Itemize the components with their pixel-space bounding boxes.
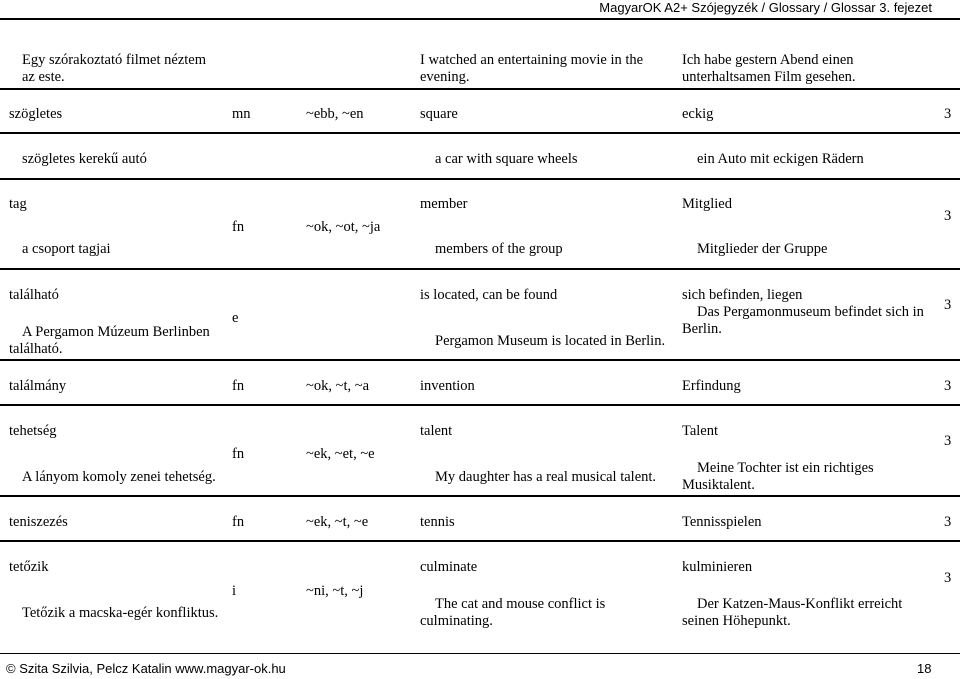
example-de: Der Katzen-Maus-Konflikt erreicht seinen Höhepunkt. [682,596,903,629]
forms-cell: ~ok, ~ot, ~ja [306,219,381,235]
example-de: ein Auto mit eckigen Rädern [697,151,864,167]
word-cell: tag [9,196,27,212]
example-en: members of the group [435,241,563,257]
word-cell: tetőzik [9,559,49,575]
en-cell: member [420,196,468,212]
de-cell: Tennisspielen [682,514,762,530]
page-header [0,0,960,20]
example-de: Das Pergamonmuseum befindet sich in Berlin. [682,304,924,337]
de-cell: Talent [682,423,719,439]
row-divider [0,359,960,361]
en-cell: square [420,106,458,122]
forms-cell: ~ek, ~et, ~e [306,446,375,462]
pos-cell: fn [232,514,245,530]
example-de: Ich habe gestern Abend einen unterhaltsamen Film gesehen. [682,52,856,85]
row-divider [0,132,960,134]
chapter-cell: 3 [944,378,952,394]
row-divider [0,495,960,497]
page-number: 18 [917,661,932,676]
example-hu: szögletes kerekű autó [22,151,147,167]
row-divider [0,404,960,406]
de-cell: Mitglied [682,196,732,212]
pos-cell: e [232,310,239,326]
row-divider [0,88,960,90]
chapter-cell: 3 [944,433,952,449]
en-cell: talent [420,423,453,439]
word-cell: teniszezés [9,514,68,530]
en-cell: is located, can be found [420,287,558,303]
example-hu: Egy szórakoztató filmet néztem az este. [22,52,206,85]
de-cell: kulminieren [682,559,753,575]
forms-cell: ~ni, ~t, ~j [306,583,364,599]
example-en: I watched an entertaining movie in the evening. [420,52,644,85]
chapter-cell: 3 [944,106,952,122]
row-divider [0,178,960,180]
row-divider [0,268,960,270]
en-cell: tennis [420,514,455,530]
example-de: Meine Tochter ist ein richtiges Musiktalent. [682,460,874,493]
chapter-cell: 3 [944,208,952,224]
en-cell: culminate [420,559,478,575]
word-cell: található [9,287,59,303]
footer-credit: © Szita Szilvia, Pelcz Katalin www.magyar-ok.hu [6,661,286,676]
header-divider [0,18,960,20]
word-cell: tehetség [9,423,57,439]
pos-cell: fn [232,378,245,394]
example-en: Pergamon Museum is located in Berlin. [435,333,666,349]
de-cell: sich befinden, liegen [682,287,803,303]
de-cell: Erfindung [682,378,741,394]
example-hu: Tetőzik a macska-egér konfliktus. [22,605,219,621]
chapter-cell: 3 [944,570,952,586]
word-cell: találmány [9,378,67,394]
pos-cell: i [232,583,237,599]
de-cell: eckig [682,106,714,122]
pos-cell: fn [232,446,245,462]
example-hu: A Pergamon Múzeum Berlinben található. [9,324,210,357]
word-cell: szögletes [9,106,63,122]
header-title: MagyarOK A2+ Szójegyzék / Glossary / Glossar 3. fejezet [599,0,932,15]
example-en: The cat and mouse conflict is culminating. [420,596,606,629]
pos-cell: mn [232,106,251,122]
example-hu: A lányom komoly zenei tehetség. [22,469,216,485]
row-divider [0,540,960,542]
en-cell: invention [420,378,475,394]
chapter-cell: 3 [944,297,952,313]
example-hu: a csoport tagjai [22,241,111,257]
footer-divider [0,653,960,654]
pos-cell: fn [232,219,245,235]
example-en: a car with square wheels [435,151,578,167]
example-en: My daughter has a real musical talent. [435,469,657,485]
chapter-cell: 3 [944,514,952,530]
forms-cell: ~ek, ~t, ~e [306,514,369,530]
example-de: Mitglieder der Gruppe [697,241,828,257]
forms-cell: ~ok, ~t, ~a [306,378,369,394]
forms-cell: ~ebb, ~en [306,106,364,122]
